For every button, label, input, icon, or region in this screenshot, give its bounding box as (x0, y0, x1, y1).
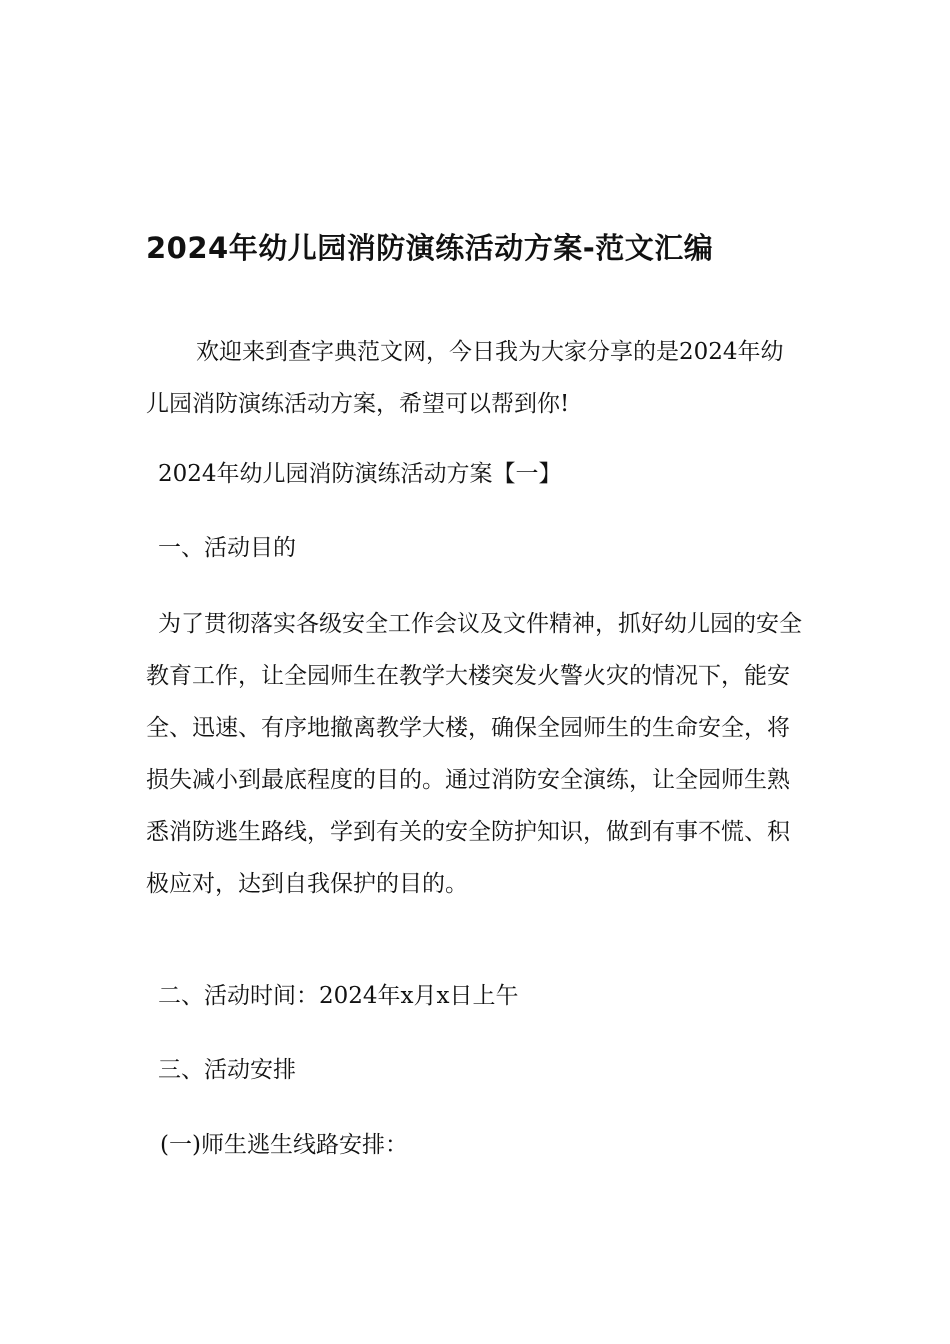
document-title: 2024年幼儿园消防演练活动方案-范文汇编 (146, 231, 714, 265)
subsection-1-heading: (一)师生逃生线路安排： (160, 1132, 408, 1158)
section-1-heading: 一、活动目的 (158, 535, 296, 561)
section-1-body: 为了贯彻落实各级安全工作会议及文件精神，抓好幼儿园的安全教育工作，让全园师生在教学大楼突发火警火灾的情况下，能安全、迅速、有序地撤离教学大楼，确保全园师生的生命安全，将损失减小到最底程度的目的。通过消防安全演练，让全园师生熟悉消防逃生路线，学到有关的安全防护知识，做到有事不慌、积极应对，达到自我保护的目的。 (146, 611, 802, 897)
section-2-heading: 二、活动时间：2024年x月x日上午 (158, 983, 519, 1009)
intro-paragraph: 欢迎来到查字典范文网，今日我为大家分享的是2024年幼儿园消防演练活动方案，希望可以帮到你! (146, 339, 784, 417)
section-3-heading: 三、活动安排 (158, 1057, 296, 1083)
part-heading: 2024年幼儿园消防演练活动方案【一】 (158, 461, 562, 487)
